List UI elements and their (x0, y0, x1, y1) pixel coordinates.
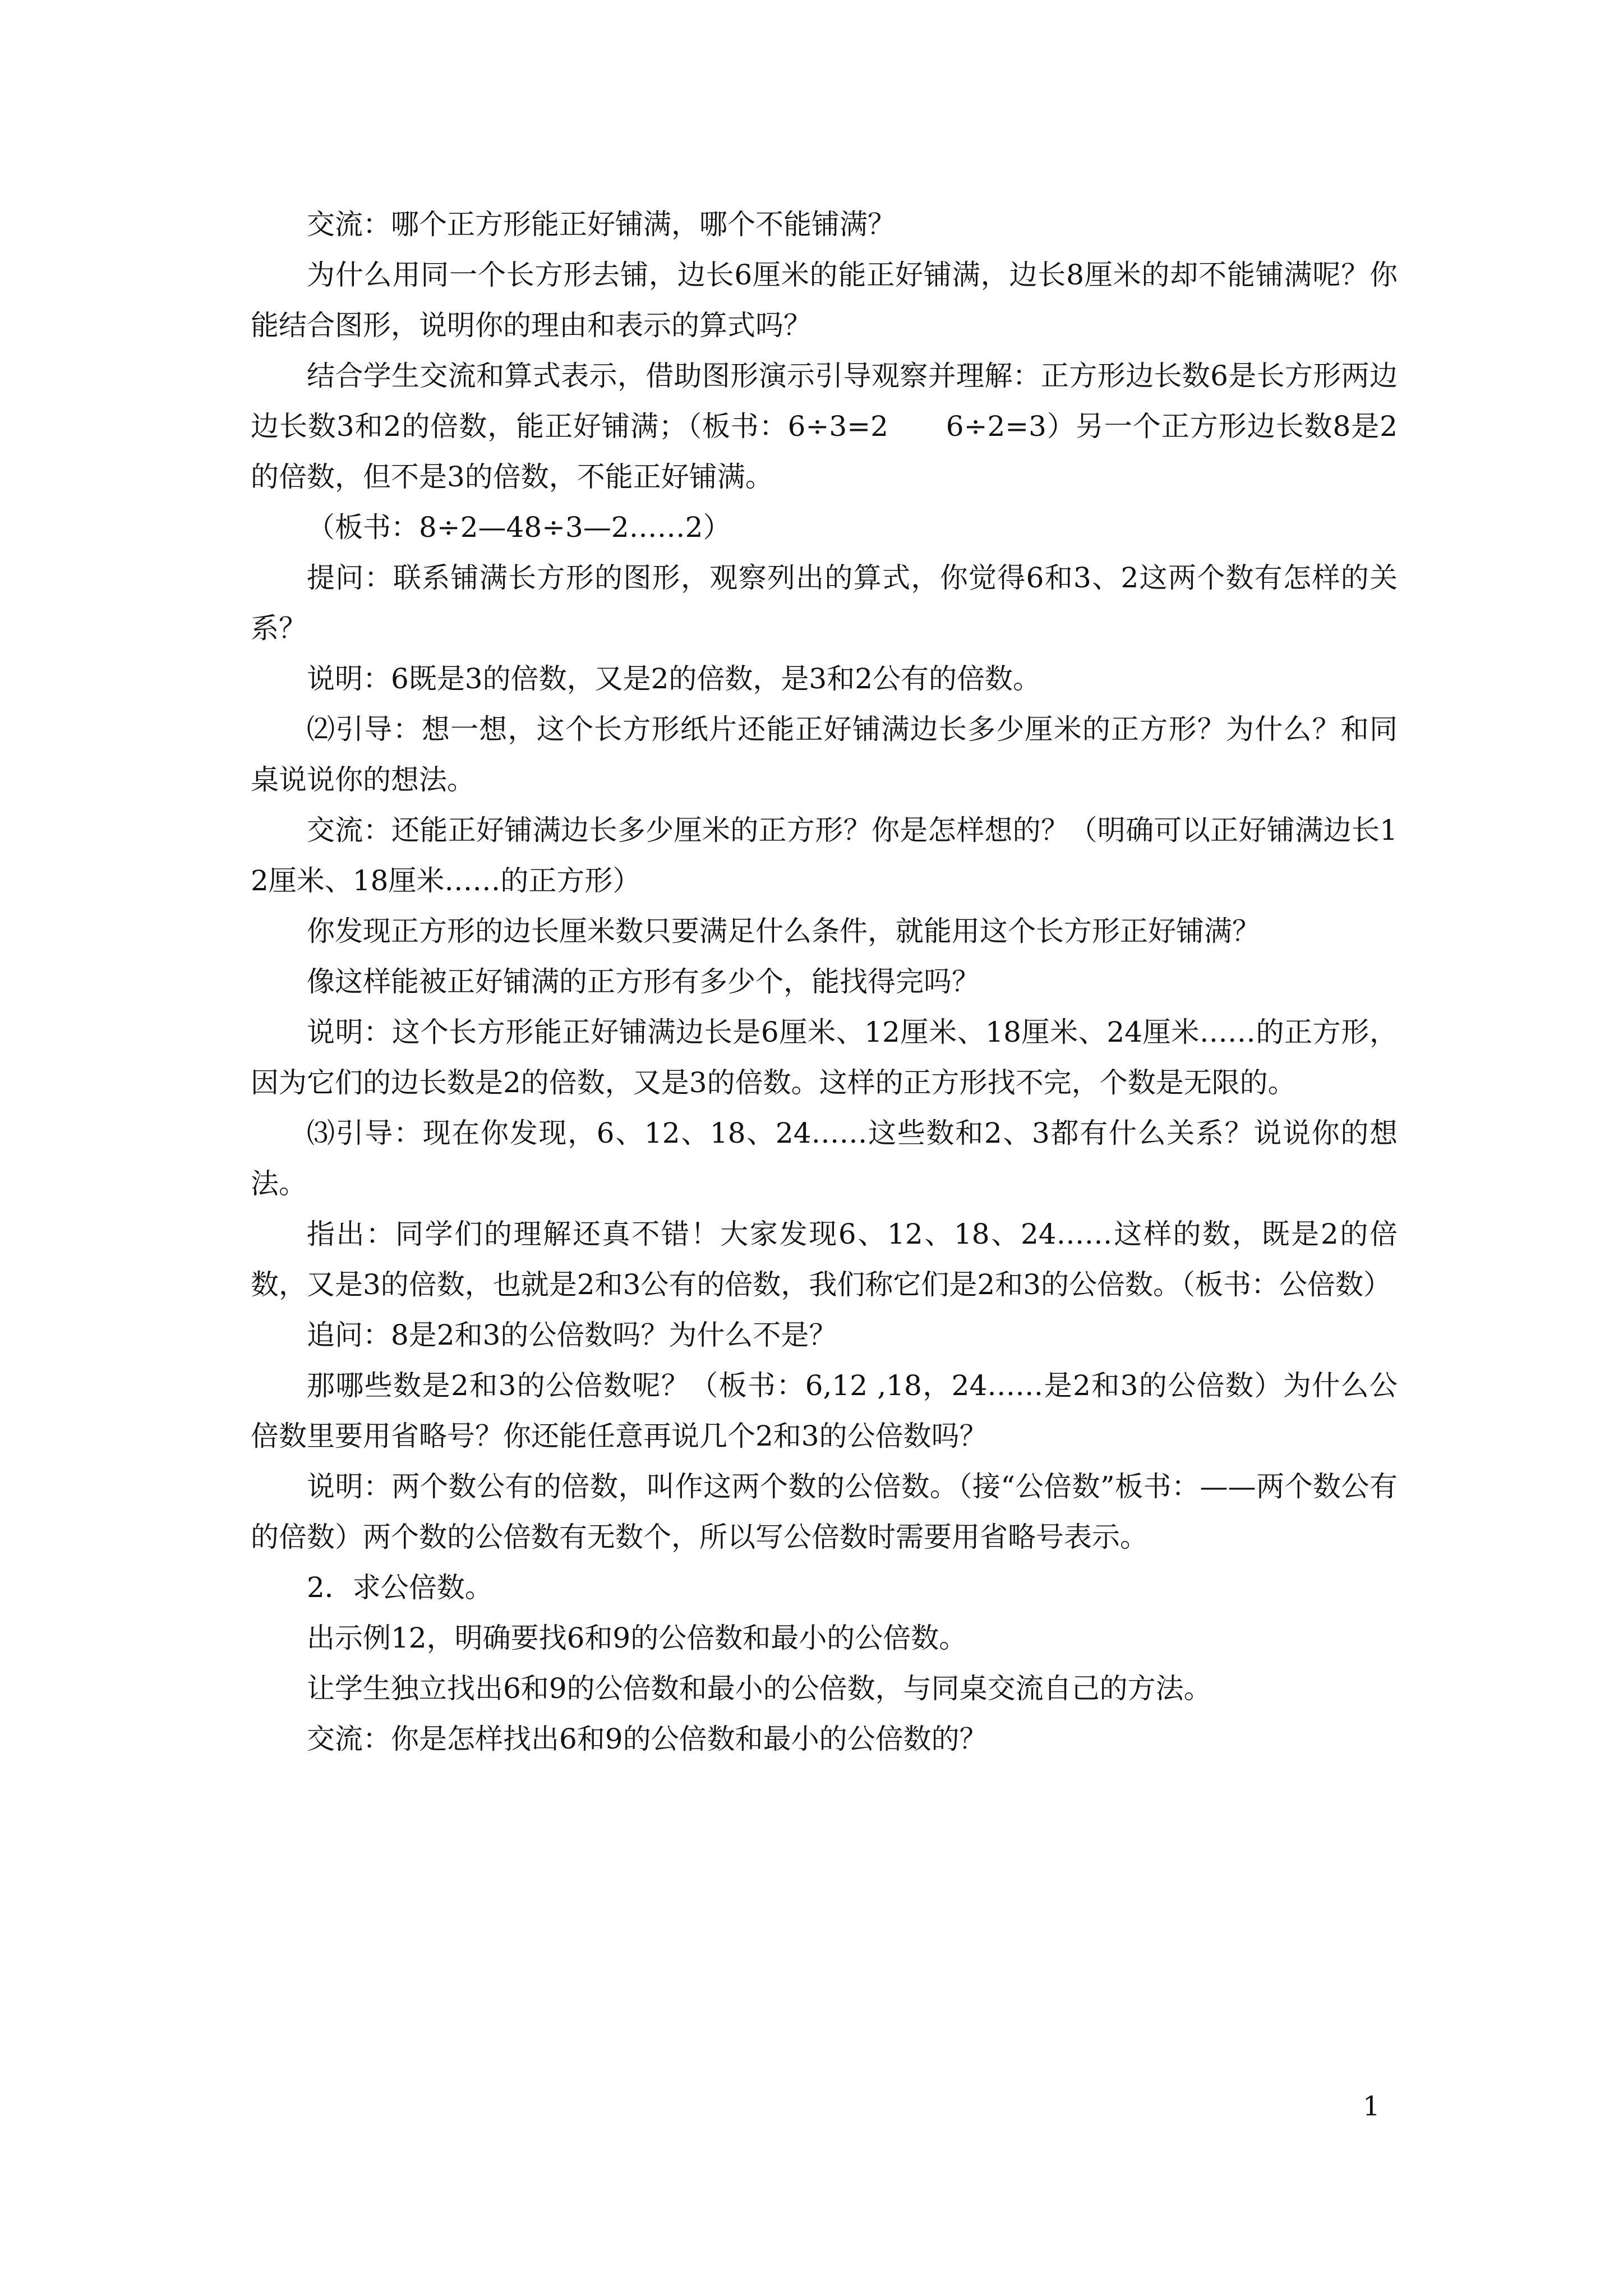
paragraph: 像这样能被正好铺满的正方形有多少个，能找得完吗？ (307, 965, 980, 998)
paragraph: 你发现正方形的边长厘米数只要满足什么条件，就能用这个长方形正好铺满？ (307, 915, 1260, 947)
paragraph: 为什么用同一个长方形去铺，边长6厘米的能正好铺满，边长8厘米的却不能铺满呢？你能结合图形，说明你的理由和表示的算式吗？ (251, 259, 1398, 342)
paragraph: ⑵引导：想一想，这个长方形纸片还能正好铺满边长多少厘米的正方形？为什么？和同桌说说你的想法。 (251, 713, 1398, 796)
paragraph: 出示例12，明确要找6和9的公倍数和最小的公倍数。 (307, 1622, 967, 1654)
paragraph: （板书：8÷2—48÷3—2……2） (307, 511, 731, 544)
paragraph: 说明：这个长方形能正好铺满边长是6厘米、12厘米、18厘米、24厘米……的正方形，因为它们的边长数是2的倍数，又是3的倍数。这样的正方形找不完，个数是无限的。 (251, 1016, 1398, 1099)
paragraph: 2．求公倍数。 (307, 1571, 493, 1604)
paragraph: 指出：同学们的理解还真不错！大家发现6、12、18、24……这样的数，既是2的倍数，又是3的倍数，也就是2和3公有的倍数，我们称它们是2和3的公倍数。（板书：公倍数） (251, 1218, 1398, 1301)
paragraph: 提问：联系铺满长方形的图形，观察列出的算式，你觉得6和3、2这两个数有怎样的关系？ (251, 562, 1398, 645)
paragraph: 交流：哪个正方形能正好铺满，哪个不能铺满？ (307, 208, 896, 241)
paragraph: 追问：8是2和3的公倍数吗？为什么不是？ (307, 1319, 837, 1351)
paragraph: 说明：两个数公有的倍数，叫作这两个数的公倍数。（接“公倍数”板书：——两个数公有的倍数）两个数的公倍数有无数个，所以写公倍数时需要用省略号表示。 (251, 1470, 1398, 1553)
paragraph: 让学生独立找出6和9的公倍数和最小的公倍数，与同桌交流自己的方法。 (307, 1672, 1212, 1705)
document-body (251, 199, 1398, 1764)
paragraph: 交流：你是怎样找出6和9的公倍数和最小的公倍数的？ (307, 1723, 988, 1755)
paragraph: 结合学生交流和算式表示，借助图形演示引导观察并理解：正方形边长数6是长方形两边边长数3和2的倍数，能正好铺满；（板书：6÷3=2 6÷2=3）另一个正方形边长数8是2的倍数，但不是3的倍数，不能正好铺满。 (251, 360, 1398, 493)
paragraph: 交流：还能正好铺满边长多少厘米的正方形？你是怎样想的？（明确可以正好铺满边长12厘米、18厘米……的正方形） (251, 814, 1398, 897)
paragraph: 说明：6既是3的倍数，又是2的倍数，是3和2公有的倍数。 (307, 662, 1041, 695)
page-number: 1 (1363, 2091, 1380, 2122)
paragraph: 那哪些数是2和3的公倍数呢？（板书：6,12 ,18，24……是2和3的公倍数）为什么公倍数里要用省略号？你还能任意再说几个2和3的公倍数吗？ (251, 1369, 1398, 1452)
paragraph: ⑶引导：现在你发现，6、12、18、24……这些数和2、3都有什么关系？说说你的想法。 (251, 1117, 1398, 1200)
